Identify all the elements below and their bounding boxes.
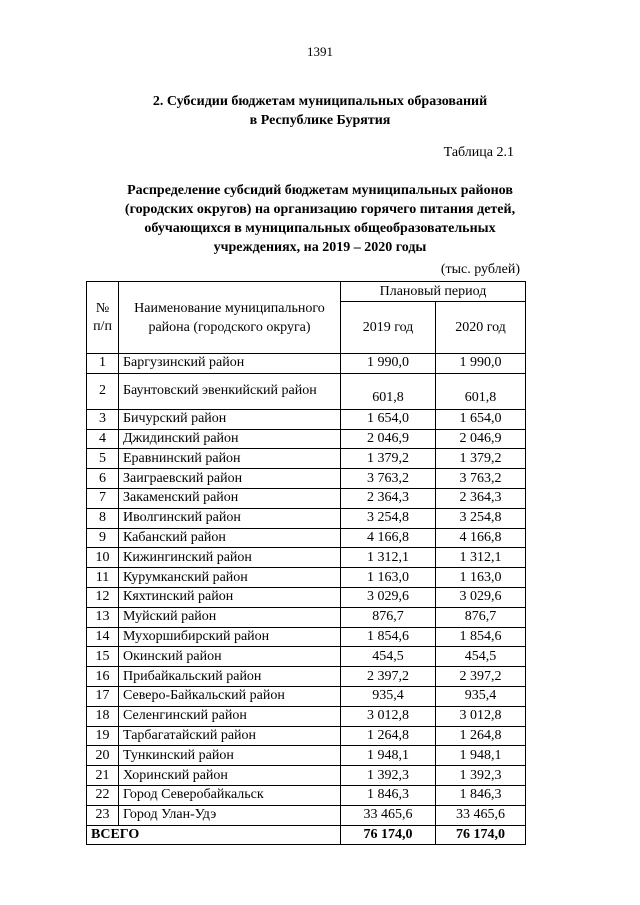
row-name: Заиграевский район: [119, 469, 341, 489]
row-value-2019: 1 163,0: [341, 568, 436, 588]
table-row: [87, 627, 526, 647]
row-name: Прибайкальский район: [119, 667, 341, 687]
row-value-2020: 1 163,0: [436, 568, 526, 588]
table-row: [87, 508, 526, 528]
table-row: [87, 686, 526, 706]
row-value-2019: 1 264,8: [341, 726, 436, 746]
row-value-2019: 3 254,8: [341, 508, 436, 528]
table-row: [87, 568, 526, 588]
row-value-2019: 1 854,6: [341, 627, 436, 647]
row-value-2020: 1 264,8: [436, 726, 526, 746]
row-value-2019: 454,5: [341, 647, 436, 667]
row-name: Баргузинский район: [119, 354, 341, 374]
row-value-2020: 3 029,6: [436, 587, 526, 607]
row-number: 11: [87, 568, 119, 588]
table-row: [87, 726, 526, 746]
row-number: 7: [87, 488, 119, 508]
row-number: 15: [87, 647, 119, 667]
table-row: [87, 373, 526, 409]
table-row: [87, 647, 526, 667]
row-value-2020: 1 312,1: [436, 548, 526, 568]
subsidy-table: [86, 281, 526, 845]
row-number: 9: [87, 528, 119, 548]
caption-line: (городских округов) на организацию горячего питания детей,: [124, 202, 516, 217]
row-name: Город Улан-Удэ: [119, 805, 341, 825]
row-name: Город Северобайкальск: [119, 785, 341, 805]
row-name: Мухоршибирский район: [119, 627, 341, 647]
row-value-2019: 3 012,8: [341, 706, 436, 726]
row-name: Баунтовский эвенкийский район: [119, 373, 341, 409]
row-value-2019: 601,8: [341, 373, 436, 409]
row-value-2019: 3 029,6: [341, 587, 436, 607]
table-row: [87, 429, 526, 449]
col-header-period: Плановый период: [341, 282, 526, 302]
row-number: 2: [87, 373, 119, 409]
row-value-2020: 3 012,8: [436, 706, 526, 726]
row-number: 12: [87, 587, 119, 607]
row-number: 6: [87, 469, 119, 489]
table-row: [87, 354, 526, 374]
row-number: 4: [87, 429, 119, 449]
col-header-2020: 2020 год: [436, 302, 526, 354]
row-number: 3: [87, 409, 119, 429]
section-title-line: 2. Субсидии бюджетам муниципальных образований: [152, 94, 488, 109]
row-name: Кабанский район: [119, 528, 341, 548]
row-value-2020: 1 392,3: [436, 766, 526, 786]
row-number: 19: [87, 726, 119, 746]
caption-line: Распределение субсидий бюджетам муниципальных районов: [127, 183, 513, 198]
section-title: [0, 92, 640, 130]
row-value-2020: 935,4: [436, 686, 526, 706]
row-number: 18: [87, 706, 119, 726]
row-value-2019: 3 763,2: [341, 469, 436, 489]
row-value-2019: 4 166,8: [341, 528, 436, 548]
table-label: Таблица 2.1: [443, 145, 514, 160]
row-value-2019: 2 046,9: [341, 429, 436, 449]
table-row: [87, 766, 526, 786]
row-value-2020: 33 465,6: [436, 805, 526, 825]
row-value-2019: 1 948,1: [341, 746, 436, 766]
row-name: Селенгинский район: [119, 706, 341, 726]
table-caption: [60, 181, 580, 257]
col-header-name: Наименование муниципального района (городского округа): [119, 282, 341, 354]
row-value-2020: 1 948,1: [436, 746, 526, 766]
row-value-2020: 876,7: [436, 607, 526, 627]
row-number: 16: [87, 667, 119, 687]
total-label: ВСЕГО: [87, 825, 341, 845]
row-value-2019: 1 990,0: [341, 354, 436, 374]
row-value-2020: 2 397,2: [436, 667, 526, 687]
row-name: Хоринский район: [119, 766, 341, 786]
row-value-2019: 935,4: [341, 686, 436, 706]
row-value-2019: 2 364,3: [341, 488, 436, 508]
row-name: Джидинский район: [119, 429, 341, 449]
row-value-2020: 1 854,6: [436, 627, 526, 647]
caption-line: обучающихся в муниципальных общеобразовательных: [144, 221, 496, 236]
table-row: [87, 587, 526, 607]
table-row: [87, 607, 526, 627]
row-number: 8: [87, 508, 119, 528]
table-row: [87, 746, 526, 766]
row-name: Тункинский район: [119, 746, 341, 766]
row-name: Курумканский район: [119, 568, 341, 588]
page-number: 1391: [307, 44, 333, 59]
row-value-2020: 454,5: [436, 647, 526, 667]
row-value-2019: 2 397,2: [341, 667, 436, 687]
col-header-2019: 2019 год: [341, 302, 436, 354]
row-name: Кижингинский район: [119, 548, 341, 568]
table-row: [87, 706, 526, 726]
row-value-2020: 2 046,9: [436, 429, 526, 449]
row-value-2020: 4 166,8: [436, 528, 526, 548]
row-value-2019: 876,7: [341, 607, 436, 627]
row-value-2019: 1 379,2: [341, 449, 436, 469]
units-label: (тыс. рублей): [440, 262, 520, 277]
table-row: [87, 785, 526, 805]
row-name: Закаменский район: [119, 488, 341, 508]
table-body: [87, 354, 526, 845]
row-value-2020: 1 990,0: [436, 354, 526, 374]
row-number: 13: [87, 607, 119, 627]
table-row: [87, 805, 526, 825]
row-name: Муйский район: [119, 607, 341, 627]
row-value-2019: 1 654,0: [341, 409, 436, 429]
row-value-2020: 2 364,3: [436, 488, 526, 508]
row-value-2019: 1 846,3: [341, 785, 436, 805]
row-value-2020: 3 254,8: [436, 508, 526, 528]
row-name: Северо-Байкальский район: [119, 686, 341, 706]
row-number: 1: [87, 354, 119, 374]
row-number: 5: [87, 449, 119, 469]
total-value-2019: 76 174,0: [341, 825, 436, 845]
row-value-2020: 601,8: [436, 373, 526, 409]
row-number: 17: [87, 686, 119, 706]
row-name: Бичурский район: [119, 409, 341, 429]
row-value-2020: 3 763,2: [436, 469, 526, 489]
row-name: Еравнинский район: [119, 449, 341, 469]
row-name: Тарбагатайский район: [119, 726, 341, 746]
row-value-2020: 1 846,3: [436, 785, 526, 805]
table-row: [87, 449, 526, 469]
row-value-2020: 1 379,2: [436, 449, 526, 469]
table-row: [87, 667, 526, 687]
caption-line: учреждениях, на 2019 – 2020 годы: [213, 240, 427, 255]
row-number: 20: [87, 746, 119, 766]
row-value-2019: 33 465,6: [341, 805, 436, 825]
row-value-2019: 1 392,3: [341, 766, 436, 786]
row-number: 23: [87, 805, 119, 825]
row-value-2019: 1 312,1: [341, 548, 436, 568]
row-number: 21: [87, 766, 119, 786]
table-row: [87, 469, 526, 489]
row-name: Иволгинский район: [119, 508, 341, 528]
row-number: 10: [87, 548, 119, 568]
table-row: [87, 488, 526, 508]
table-row: [87, 409, 526, 429]
section-title-line: в Республике Бурятия: [249, 113, 391, 128]
row-name: Кяхтинский район: [119, 587, 341, 607]
table-row: [87, 528, 526, 548]
row-number: 22: [87, 785, 119, 805]
table-row: [87, 548, 526, 568]
total-value-2020: 76 174,0: [436, 825, 526, 845]
row-name: Окинский район: [119, 647, 341, 667]
col-header-number: № п/п: [87, 282, 119, 354]
row-value-2020: 1 654,0: [436, 409, 526, 429]
row-number: 14: [87, 627, 119, 647]
total-row: [87, 825, 526, 845]
